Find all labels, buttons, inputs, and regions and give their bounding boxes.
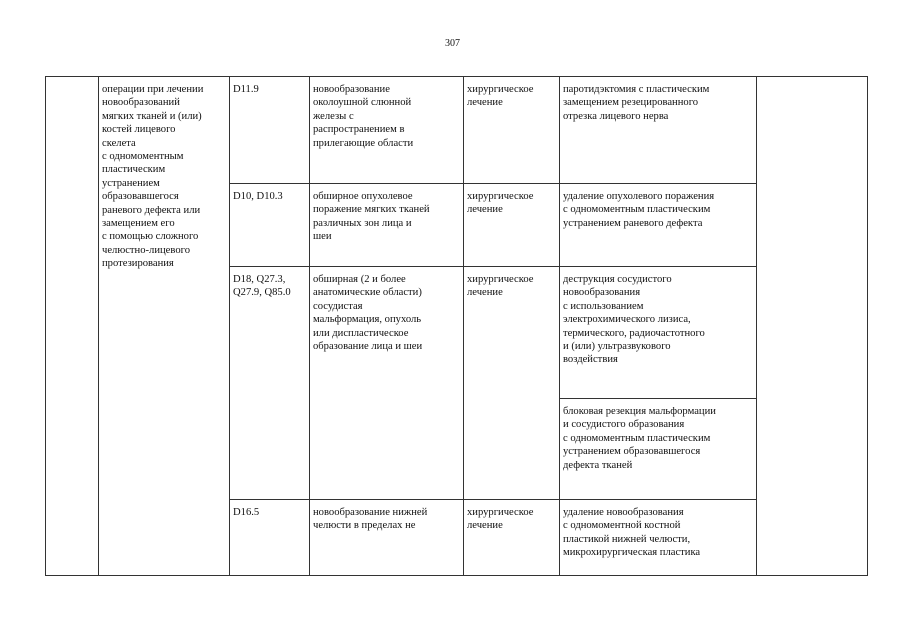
page-number: 307 [445,38,460,49]
empty-cell [757,77,868,576]
treatment-type-cell: хирургическое лечение [464,267,560,500]
icd-codes-cell: D18, Q27.3, Q27.9, Q85.0 [230,267,310,500]
patient-model-cell: обширная (2 и более анатомические области) сосудистая мальформация, опухоль или диспластическое образование лица и шеи [310,267,464,500]
patient-model-cell: обширное опухолевое поражение мягких тканей различных зон лица и шеи [310,184,464,267]
treatment-method-cell: удаление опухолевого поражения с одномоментным пластическим устранением раневого дефекта [560,184,757,267]
icd-codes-cell: D16.5 [230,500,310,576]
treatment-method-cell: паротидэктомия с пластическим замещением резецированного отрезка лицевого нерва [560,77,757,184]
patient-model-cell: новообразование нижней челюсти в пределах не [310,500,464,576]
treatment-type-cell: хирургическое лечение [464,77,560,184]
treatment-type-cell: хирургическое лечение [464,500,560,576]
treatment-method-cell: блоковая резекция мальформации и сосудистого образования с одномоментным пластическим устранением образовавшегося дефекта тканей [560,399,757,500]
icd-codes-cell: D11.9 [230,77,310,184]
number-cell [46,77,99,576]
icd-codes-cell: D10, D10.3 [230,184,310,267]
treatment-type-cell: хирургическое лечение [464,184,560,267]
procedure-group-cell [99,77,230,576]
medical-procedures-table [45,76,868,576]
patient-model-cell: новообразование околоушной слюнной железы с распространением в прилегающие области [310,77,464,184]
treatment-method-cell: деструкция сосудистого новообразования с использованием электрохимического лизиса, термического, радиочастотного и (или) ультразвукового воздействия [560,267,757,399]
treatment-method-cell: удаление новообразования с одномоментной костной пластикой нижней челюсти, микрохирургическая пластика [560,500,757,576]
procedure-group-name: операции при лечении новообразований мягких тканей и (или) костей лицевого скелета с одномоментным пластическим устранением образовавшегося раневого дефекта или замещением его с помощью сложного челюстно-лицевого протезирования [102,84,204,270]
table-row [46,77,868,184]
